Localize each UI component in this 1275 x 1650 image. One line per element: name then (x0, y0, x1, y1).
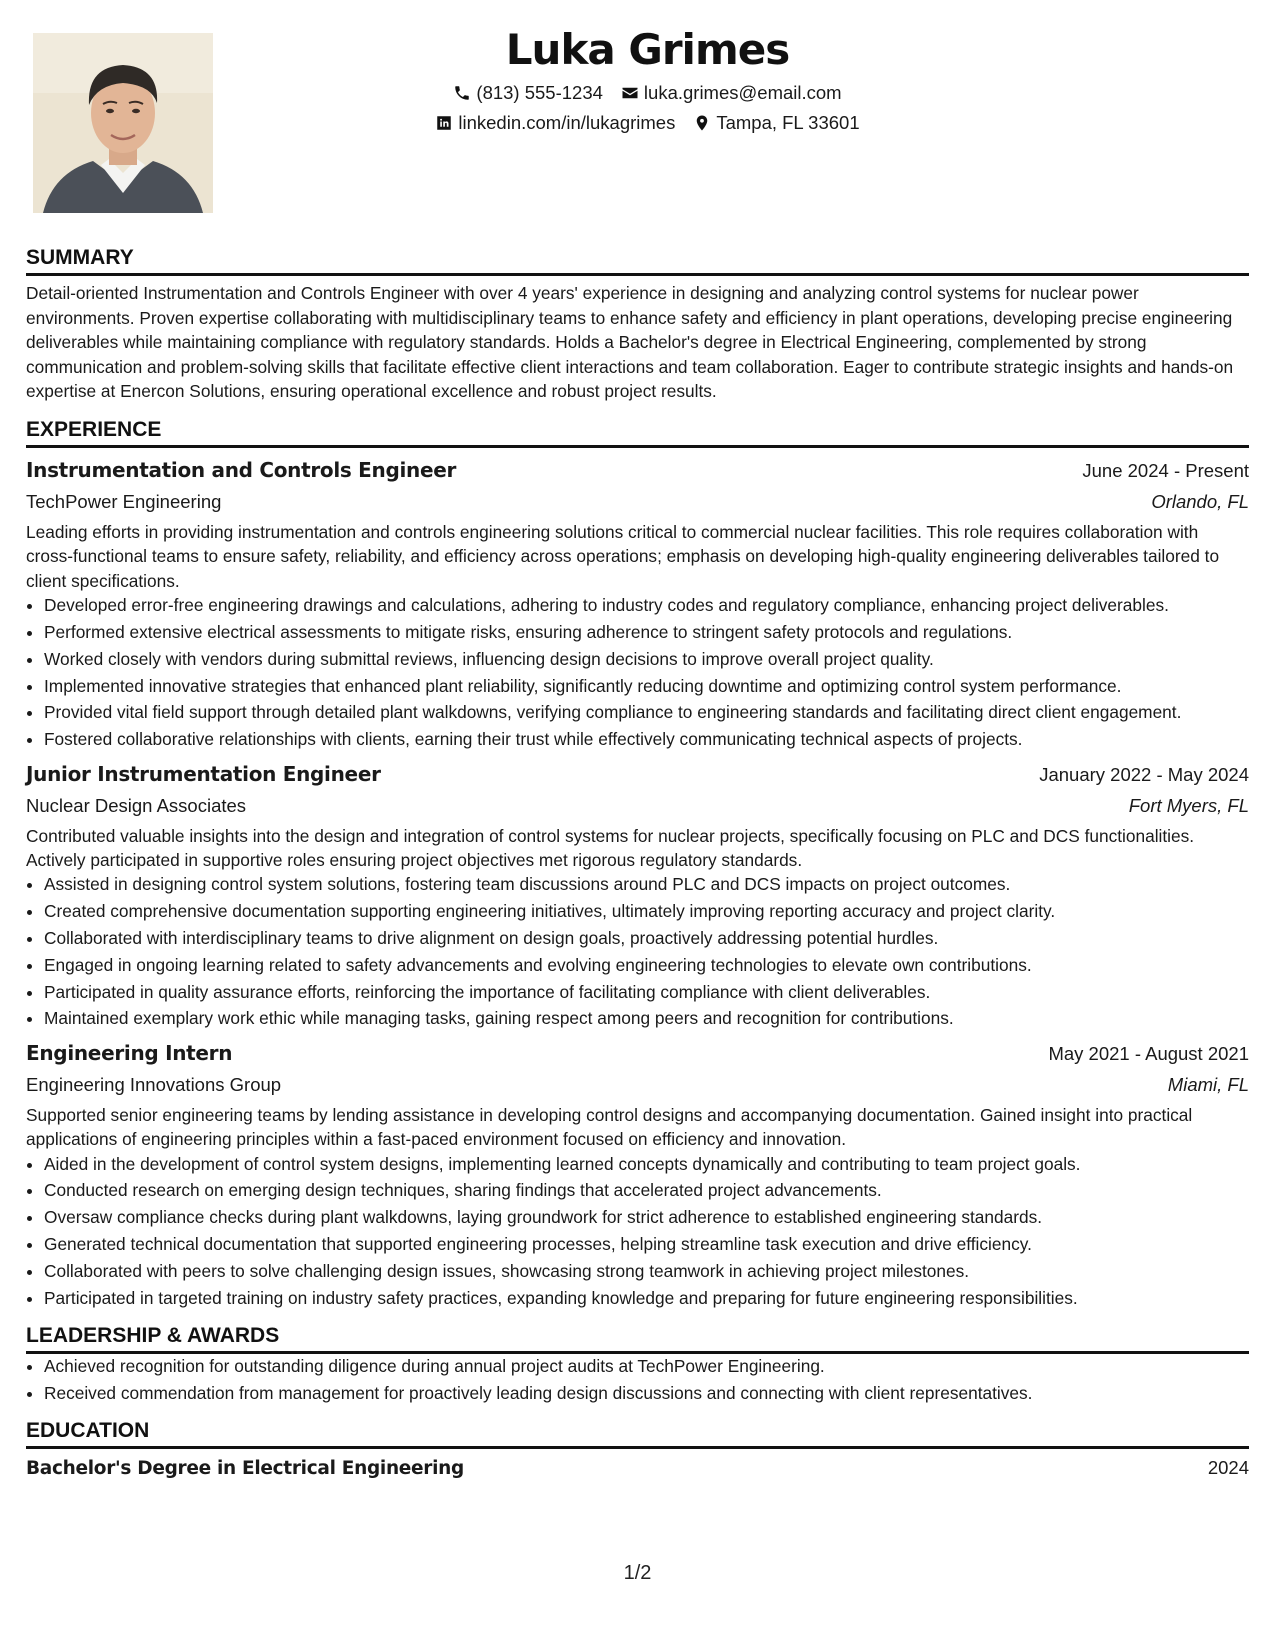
resume-body (26, 244, 1249, 1484)
summary-text: Detail-oriented Instrumentation and Controls Engineer with over 4 years' experience in designing and analyzing control systems for nuclear power environments. Proven expertise collaborating with multidisciplinary teams to enhance safety and efficiency in plant operations, developing precise engineering deliverables while maintaining compliance with regulatory standards. Holds a Bachelor's degree in Electrical Engineering, complemented by strong communication and problem-solving skills that facilitate effective client interactions and team collaboration. Eager to contribute strategic insights and hands-on expertise at Enercon Solutions, ensuring operational excellence and robust project results. (26, 283, 1234, 402)
job-dates: June 2024 - Present (1082, 459, 1249, 481)
bullet-item: • Collaborated with interdisciplinary teams to drive alignment on design goals, proactively addressing potential hurdles. (44, 926, 1249, 950)
email-contact[interactable] (621, 78, 842, 108)
linkedin-contact[interactable] (435, 108, 675, 138)
linkedin-icon (435, 114, 453, 132)
envelope-icon (621, 84, 639, 102)
bullet-item: • Worked closely with vendors during submittal reviews, influencing design decisions to improve overall project quality. (44, 647, 1249, 671)
bullet-item: • Performed extensive electrical assessments to mitigate risks, ensuring adherence to stringent safety protocols and regulations. (44, 620, 1249, 644)
graduation-year: 2024 (1207, 1457, 1249, 1479)
map-pin-icon (693, 114, 711, 132)
job-bullets (26, 872, 1249, 1030)
company-name: TechPower Engineering (26, 490, 222, 512)
leadership-bullets (26, 1354, 1249, 1405)
job-entry (26, 758, 1249, 1031)
candidate-name: Luka Grimes (505, 25, 790, 74)
bullet-item: • Assisted in designing control system solutions, fostering team discussions around PLC and DCS impacts on project outcomes. (44, 872, 1249, 896)
bullet-item: • Collaborated with peers to solve challenging design issues, showcasing strong teamwork in achieving project milestones. (44, 1259, 1249, 1283)
job-description: Supported senior engineering teams by lending assistance in developing control designs and accompanying documentation. Gained insight into practical applications of engineering principles within a fast-paced environment focused on efficiency and innovation. (26, 1104, 1193, 1150)
job-title: Engineering Intern (26, 1040, 233, 1065)
summary-heading: SUMMARY (26, 244, 1249, 276)
bullet-item: • Participated in quality assurance efforts, reinforcing the importance of facilitating compliance with client deliverables. (44, 980, 1249, 1004)
bullet-item: • Created comprehensive documentation supporting engineering initiatives, ultimately improving reporting accuracy and project clarity. (44, 899, 1249, 923)
company-name: Engineering Innovations Group (26, 1073, 282, 1095)
education-entry (26, 1453, 1249, 1484)
location-text: Tampa, FL 33601 (716, 112, 860, 133)
phone-contact (453, 78, 603, 108)
job-bullets (26, 1152, 1249, 1310)
leadership-heading: LEADERSHIP & AWARDS (26, 1322, 1249, 1354)
degree-name: Bachelor's Degree in Electrical Engineering (26, 1458, 464, 1480)
job-description: Contributed valuable insights into the design and integration of control systems for nuclear projects, specifically focusing on PLC and DCS functionalities. Actively participated in supportive roles ensuring project objectives met rigorous regulatory standards. (26, 825, 1195, 870)
contact-line-1 (230, 78, 1065, 108)
job-bullets (26, 593, 1249, 751)
bullet-item: • Maintained exemplary work ethic while managing tasks, gaining respect among peers and recognition for contributions. (44, 1006, 1249, 1030)
job-entry (26, 1037, 1249, 1310)
phone-icon (453, 84, 471, 102)
job-entry (26, 454, 1249, 752)
job-dates: January 2022 - May 2024 (1039, 763, 1249, 785)
job-dates: May 2021 - August 2021 (1048, 1042, 1249, 1064)
location-contact (693, 108, 859, 138)
job-description: Leading efforts in providing instrumentation and controls engineering solutions critical to commercial nuclear facilities. This role requires collaboration with cross-functional teams to ensure safety, reliability, and efficiency across operations; emphasis on developing high-quality engineering deliverables tailored to client specifications. (26, 521, 1220, 591)
bullet-item: • Aided in the development of control system designs, implementing learned concepts dynamically and contributing to team project goals. (44, 1152, 1249, 1176)
company-name: Nuclear Design Associates (26, 794, 247, 816)
profile-photo (33, 33, 213, 213)
bullet-item: • Conducted research on emerging design techniques, sharing findings that accelerated project advancements. (44, 1178, 1249, 1202)
bullet-item: • Oversaw compliance checks during plant walkdowns, laying groundwork for strict adherence to established engineering standards. (44, 1205, 1249, 1229)
bullet-item: • Received commendation from management for proactively leading design discussions and connecting with client representatives. (44, 1381, 1249, 1405)
experience-heading: EXPERIENCE (26, 416, 1249, 448)
bullet-item: • Participated in targeted training on industry safety practices, expanding knowledge and preparing for future engineering responsibilities. (44, 1286, 1249, 1310)
page-number: 1/2 (623, 1562, 652, 1584)
bullet-item: • Implemented innovative strategies that enhanced plant reliability, significantly reducing downtime and optimizing control system performance. (44, 674, 1249, 698)
job-location: Orlando, FL (1151, 490, 1249, 512)
bullet-item: • Developed error-free engineering drawings and calculations, adhering to industry codes and regulatory compliance, enhancing project deliverables. (44, 593, 1249, 617)
bullet-item: • Generated technical documentation that supported engineering processes, helping streamline task execution and drive efficiency. (44, 1232, 1249, 1256)
contact-line-2 (230, 108, 1065, 138)
job-location: Fort Myers, FL (1128, 794, 1249, 816)
education-heading: EDUCATION (26, 1417, 1249, 1449)
bullet-item: • Achieved recognition for outstanding diligence during annual project audits at TechPower Engineering. (44, 1354, 1249, 1378)
email-address[interactable]: luka.grimes@email.com (643, 82, 842, 103)
job-title: Junior Instrumentation Engineer (26, 761, 381, 786)
linkedin-url[interactable]: linkedin.com/in/lukagrimes (458, 112, 676, 133)
job-location: Miami, FL (1167, 1073, 1249, 1095)
resume-header (230, 22, 1065, 138)
job-title: Instrumentation and Controls Engineer (26, 457, 457, 482)
bullet-item: • Fostered collaborative relationships with clients, earning their trust while effectively communicating technical aspects of projects. (44, 727, 1249, 751)
bullet-item: • Provided vital field support through detailed plant walkdowns, verifying compliance to engineering standards and facilitating direct client engagement. (44, 700, 1249, 724)
phone-number: (813) 555-1234 (476, 82, 603, 103)
bullet-item: • Engaged in ongoing learning related to safety advancements and evolving engineering technologies to elevate own contributions. (44, 953, 1249, 977)
